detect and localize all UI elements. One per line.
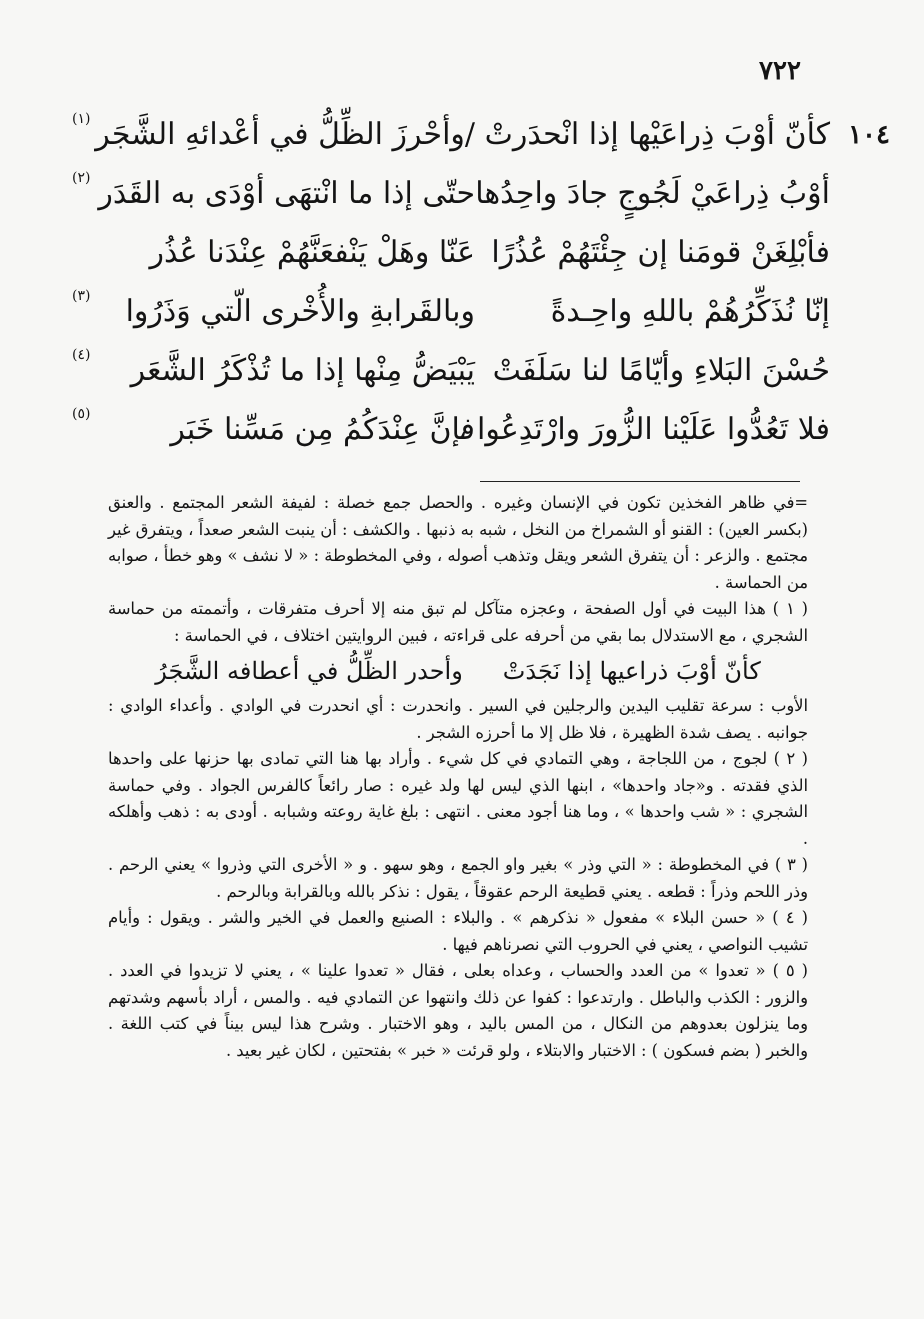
quoted-hemistich: وأحدر الظِّلُّ في أعطافه الشَّجَرُ <box>155 657 463 685</box>
quoted-hemistich: كأنّ أوْبَ ذراعيها إذا نَجَدَتْ <box>502 657 761 685</box>
verse-line <box>72 403 880 457</box>
first-hemistich: حُسْنَ البَلاءِ وأيّامًا لنا سَلَفَتْ <box>492 353 830 388</box>
footnote-ref: (٥) <box>72 406 91 422</box>
footnote-ref: (١) <box>72 111 91 127</box>
verse-line <box>72 108 890 162</box>
footnote-paragraph: ( ٣ ) في المخطوطة : « التي وذر » بغير واو الجمع ، وهو سهو . و « الأخرى التي وذروا » يعني الرحم . وذر اللحم وذراً : قطعه . يعني قطيعة الرحم عقوقاً ، يقول : نذكر بالله وبالقرابة وبالرحم . <box>108 855 809 901</box>
footnote-ref: (٢) <box>72 170 91 186</box>
first-hemistich: أوْبُ ذِراعَيْ لَجُوجٍ جادَ واحِدُها <box>475 176 830 211</box>
verse-number: ١٠٤ <box>848 120 890 150</box>
verse-line <box>72 344 880 398</box>
first-hemistich: فأبْلِغَنْ قومَنا إن جِئْتَهُمْ عُذُرًا <box>491 235 830 270</box>
verse-line <box>100 226 880 280</box>
second-hemistich: حتّى إذا ما انْتهَى أوْدَى به القَدَر <box>98 176 475 211</box>
page-number: ٧٢٢ <box>759 56 801 86</box>
footnote-paragraph: الأوب : سرعة تقليب اليدين والرجلين في السير . وانحدرت : أي انحدرت في الوادي . وأعداء الوادي : جوانبه . يصف شدة الظهيرة ، فلا ظل إلا ما أحرزه الشجر . <box>108 696 808 742</box>
footnote-paragraph: ( ٢ ) لجوج ، من اللجاجة ، وهي التمادي في كل شيء . وأراد بها هنا التي تمادى بها حزنها على واحدها الذي فقدته . و«جاد واحدها» ، ابنها الذي ليس لها ولد غيره : صار رائعاً كالفرس الجواد . وفي حماسة الشجري : « شب واحدها » ، وما هنا أجود معنى . انتهى : بلغ غاية روعته وشبابه . أودى به : ذهب وأهلكه . <box>108 749 808 848</box>
quoted-verse <box>108 651 808 691</box>
verse-line <box>72 285 880 339</box>
second-hemistich: فإنَّ عِنْدَكُمُ مِن مَسِّنا خَبَر <box>170 412 475 447</box>
second-hemistich: /وأحْرزَ الظِّلُّ في أعْدائهِ الشَّجَر <box>95 117 475 152</box>
footnote-paragraph: ( ٤ ) « حسن البلاء » مفعول « نذكرهم » . والبلاء : الصنيع والعمل في الخير والشر . ويقول : وأيام تشيب النواصي ، يعني في الحروب التي نصرناهم فيها . <box>108 908 808 954</box>
first-hemistich: كأنّ أوْبَ ذِراعَيْها إذا انْحدَرتْ <box>484 117 830 152</box>
first-hemistich: فلا تَعُدُّوا عَلَيْنا الزُّورَ وارْتَدِعُوا ، <box>457 412 830 447</box>
second-hemistich: عَنّا وهَلْ يَنْفعَنَّهُمْ عِنْدَنا عُذُر <box>149 235 475 270</box>
footnote-paragraph: ( ٥ ) « تعدوا » من العدد والحساب ، وعداه بعلى ، فقال « تعدوا علينا » ، يعني لا تزيدوا في العدد . والزور : الكذب والباطل . وارتدعوا : كفوا عن ذلك وانتهوا عن التمادي فيه . والمس ، أراد بأسهم وشدتهم وما ينزلون بعدوهم من النكال ، من المس باليد ، وهو الاختبار . وشرح هذا ليس بيناً في كتب اللغة . والخبر ( بضم فسكون ) : الاختبار والابتلاء ، ولو قرئت « خبر » بفتحتين ، لكان غير بعيد . <box>108 961 808 1060</box>
second-hemistich: وبالقَرابةِ والأُخْرى الّتي وَذَرُوا <box>125 294 475 329</box>
footnote-paragraph: =في ظاهر الفخذين تكون في الإنسان وغيره . والحصل جمع خصلة : لفيفة الشعر المجتمع . والعنق (بكسر العين) : القنو أو الشمراخ من النخل ، شبه به ذنبها . والكشف : أن ينبت الشعر صعداً ، ويتفرق غير مجتمع . والزعر : أن يتفرق الشعر ويقل وتذهب أصوله ، وفي المخطوطة : « لا نشف » وهو خطأ ، صوابه من الحماسة . <box>108 493 808 592</box>
footnote-ref: (٤) <box>72 347 91 363</box>
footnote-divider <box>480 481 800 482</box>
second-hemistich: يَبْيَضُّ مِنْها إذا ما تُذْكَرُ الشَّعَر <box>130 353 475 388</box>
footnote-paragraph: ( ١ ) هذا البيت في أول الصفحة ، وعجزه متآكل لم تبق منه إلا أحرف متفرقات ، وأتممته من حماسة الشجري ، مع الاستدلال بما بقي من أحرفه على قراءته ، فبين الروايتين اختلاف ، في الحماسة : <box>108 599 808 645</box>
footnotes <box>108 490 808 1064</box>
first-hemistich: إنّا نُذَكِّرُهُمْ باللهِ واحِـدةً <box>550 294 830 329</box>
footnote-ref: (٣) <box>72 288 91 304</box>
verse-line <box>72 167 880 221</box>
poem-block <box>72 108 890 468</box>
